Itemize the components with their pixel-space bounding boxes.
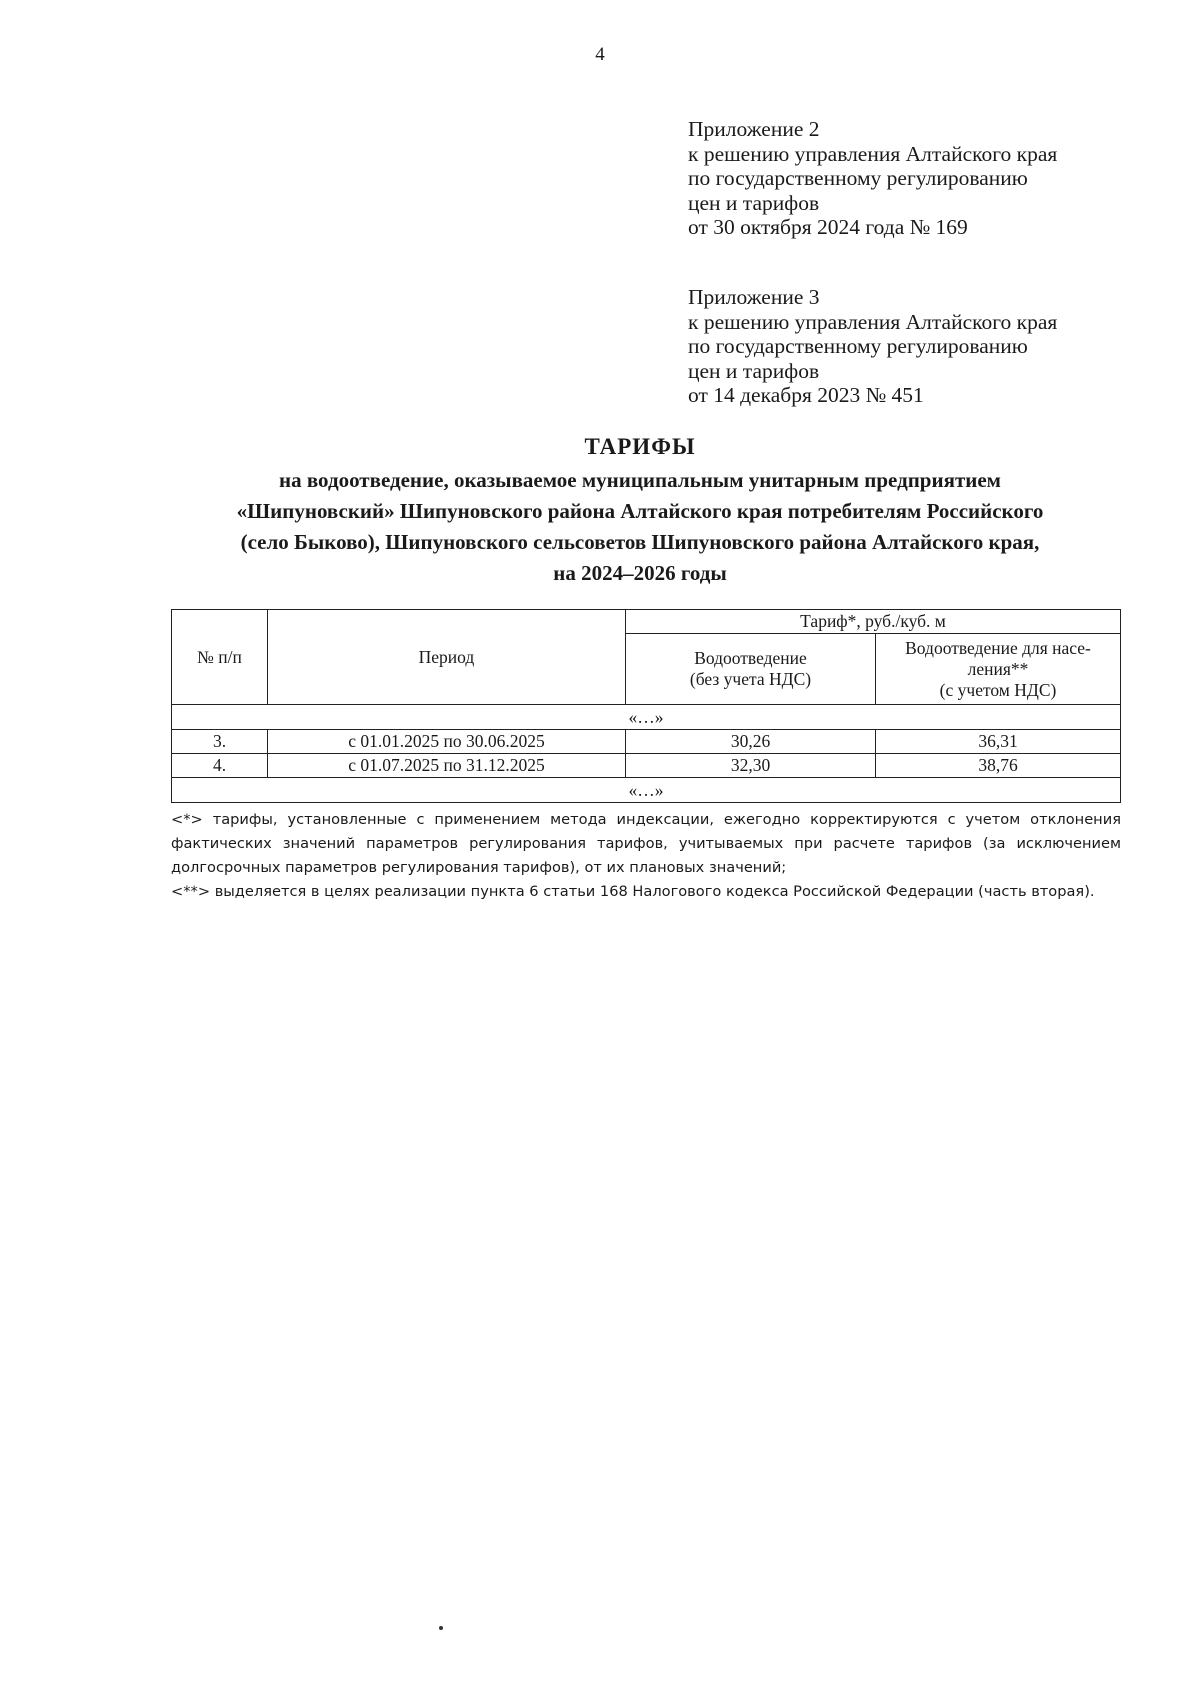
appendix-2-line: по государственному регулированию xyxy=(688,166,1028,190)
appendix-2-title: Приложение 2 xyxy=(688,117,820,141)
table-row-ellipsis xyxy=(172,705,1121,730)
scan-speck xyxy=(439,1626,443,1630)
appendix-3-line: по государственному регулированию xyxy=(688,334,1028,358)
header-tariff: Тариф*, руб./куб. м xyxy=(626,610,1121,634)
row-num: 4. xyxy=(172,754,268,778)
tariffs-table xyxy=(171,609,1121,803)
ellipsis-cell: «…» xyxy=(172,778,1121,803)
appendix-2-date: от 30 октября 2024 года № 169 xyxy=(688,215,968,239)
appendix-3-date: от 14 декабря 2023 № 451 xyxy=(688,383,924,407)
row-population: 36,31 xyxy=(876,730,1121,754)
header-period: Период xyxy=(268,610,626,705)
table-row-ellipsis xyxy=(172,778,1121,803)
footnotes xyxy=(171,808,1121,904)
row-period: с 01.07.2025 по 31.12.2025 xyxy=(268,754,626,778)
appendix-3-title: Приложение 3 xyxy=(688,285,820,309)
row-period: с 01.01.2025 по 30.06.2025 xyxy=(268,730,626,754)
ellipsis-cell: «…» xyxy=(172,705,1121,730)
document-title: ТАРИФЫ xyxy=(584,434,696,459)
subtitle-line: (село Быково), Шипуновского сельсоветов Шипуновского района Алтайского края, xyxy=(240,530,1040,554)
subtitle-line: на водоотведение, оказываемое муниципальным унитарным предприятием xyxy=(279,468,1001,492)
row-num: 3. xyxy=(172,730,268,754)
appendix-3-line: цен и тарифов xyxy=(688,358,820,383)
row-water: 30,26 xyxy=(626,730,876,754)
header-num: № п/п xyxy=(172,610,268,705)
page-number: 4 xyxy=(595,44,605,65)
row-population: 38,76 xyxy=(876,754,1121,778)
subtitle-line: «Шипуновский» Шипуновского района Алтайского края потребителям Российского xyxy=(236,499,1044,523)
subtitle-line: на 2024–2026 годы xyxy=(553,561,727,585)
table-row xyxy=(172,754,1121,778)
appendix-2-header xyxy=(688,117,1158,240)
footnote-1: <*> тарифы, установленные с применением метода индексации, ежегодно корректируются с учетом отклонения фактических значений параметров регулирования тарифов, учитываемых при расчете тарифов (за исключением долгосрочных параметров регулирования тарифов), от их плановых значений; xyxy=(171,811,1121,876)
document-title-block xyxy=(160,432,1120,589)
appendix-3-header xyxy=(688,285,1158,408)
header-population: Водоотведение для насе- ления** (с учетом НДС) xyxy=(876,634,1121,705)
footnote-2: <**> выделяется в целях реализации пункта 6 статьи 168 Налогового кодекса Российской Федерации (часть вторая). xyxy=(171,883,1095,900)
document-subtitle xyxy=(160,465,1120,589)
appendix-2-line: к решению управления Алтайского края xyxy=(688,141,1058,166)
appendix-2-line: цен и тарифов xyxy=(688,190,820,215)
table-row xyxy=(172,730,1121,754)
header-water: Водоотведение (без учета НДС) xyxy=(626,634,876,705)
row-water: 32,30 xyxy=(626,754,876,778)
appendix-3-line: к решению управления Алтайского края xyxy=(688,309,1058,334)
